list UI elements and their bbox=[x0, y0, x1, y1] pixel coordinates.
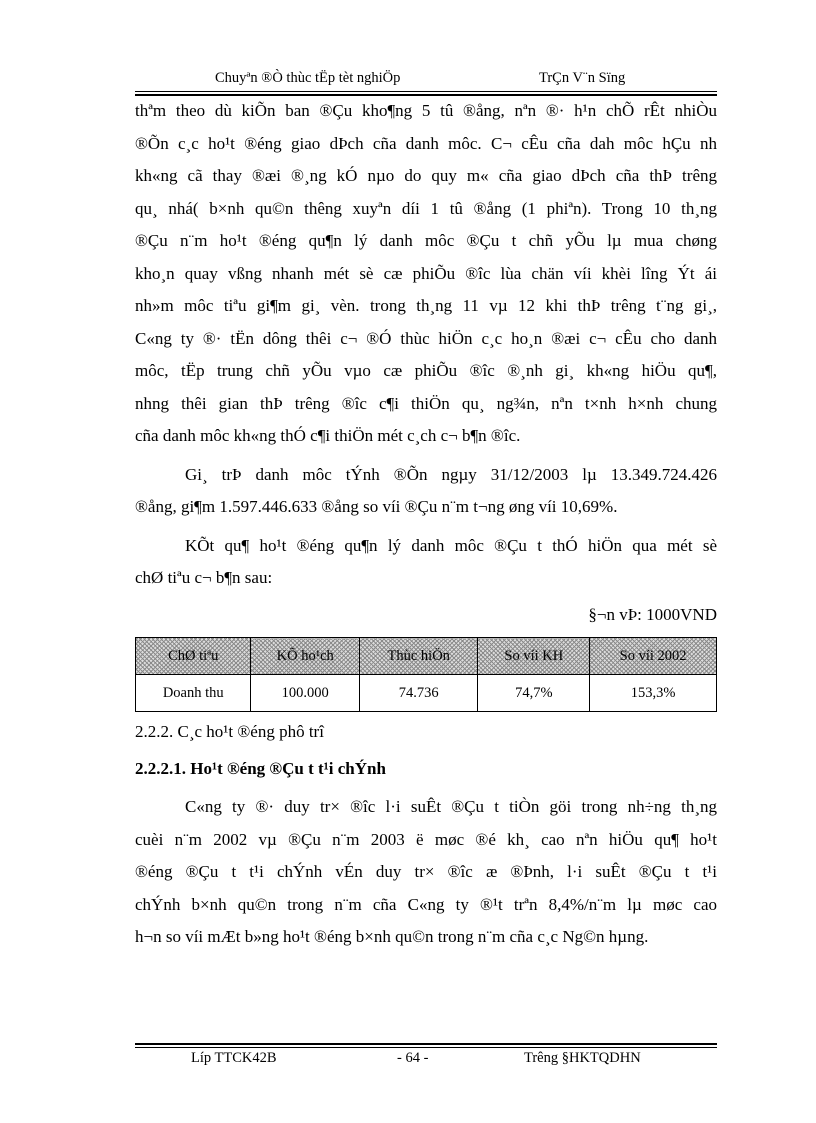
table-cell: 74.736 bbox=[359, 675, 477, 712]
text-line: ®Õn c¸c ho¹t ®éng giao dÞch cña danh môc. C¬ cÊu cña dah môc hÇu nh bbox=[135, 133, 717, 153]
table-cell: 153,3% bbox=[590, 675, 717, 712]
text-line: cña danh môc kh«ng thÓ c¶i thiÖn mét c¸ch c¬ b¶n ®îc. bbox=[135, 426, 521, 445]
text-line: Gi¸ trÞ danh môc tÝnh ®Õn ngµy 31/12/2003 lµ 13.349.724.426 bbox=[185, 464, 717, 484]
text-line: ®ång, gi¶m 1.597.446.633 ®ång so víi ®Çu n¨m t¬ng øng víi 10,69%. bbox=[135, 497, 618, 516]
footer-class: Líp TTCK42B bbox=[191, 1050, 277, 1066]
header-title: Chuyªn ®Ò thùc tËp tèt nghiÖp bbox=[215, 70, 401, 86]
text-line: kho¸n quay vßng nhanh mét sè cæ phiÕu ®îc lùa chän víi khèi lîng Ýt ái bbox=[135, 263, 717, 283]
table-cell: 74,7% bbox=[478, 675, 590, 712]
page-number: - 64 - bbox=[397, 1050, 429, 1066]
text-line: ®éng ®Çu t t¹i chÝnh vÉn duy tr× ®îc æ ®Þnh, l·i suÊt ®Çu t t¹i bbox=[135, 862, 717, 881]
text-line: chØ tiªu c¬ b¶n sau: bbox=[135, 568, 273, 587]
paragraph-results-intro bbox=[135, 530, 717, 595]
paragraph-portfolio-value bbox=[135, 459, 717, 524]
table-cell: 100.000 bbox=[251, 675, 360, 712]
text-line: C«ng ty ®· tËn dông thêi c¬ ®Ó thùc hiÖn c¸c ho¸n ®æi c¬ cÊu cho danh bbox=[135, 328, 717, 348]
text-line: KÕt qu¶ ho¹t ®éng qu¶n lý danh môc ®Çu t thÓ hiÖn qua mét sè bbox=[185, 535, 717, 555]
footer-school: Trêng §HKTQDHN bbox=[524, 1050, 641, 1066]
table-header-cell: ChØ tiªu bbox=[136, 638, 251, 675]
table-header-cell: Thùc hiÖn bbox=[359, 638, 477, 675]
page-footer bbox=[135, 1048, 717, 1070]
text-line: nhng thêi gian thÞ trêng ®îc c¶i thiÖn qu¸ ng¾n, nªn t×nh h×nh chung bbox=[135, 393, 717, 413]
section-heading: 2.2.2. C¸c ho¹t ®éng phô trî bbox=[135, 722, 324, 741]
text-line: chÝnh b×nh qu©n trong n¨m cña C«ng ty ®¹t trªn 8,4%/n¨m lµ møc cao bbox=[135, 894, 717, 914]
text-line: thªm theo dù kiÕn ban ®Çu kho¶ng 5 tû ®ång, nªn ®· h¹n chÕ rÊt nhiÒu bbox=[135, 101, 717, 120]
table-cell: Doanh thu bbox=[136, 675, 251, 712]
text-line: cuèi n¨m 2002 vµ ®Çu n¨m 2003 ë møc ®é kh¸ cao nªn hiÖu qu¶ ho¹t bbox=[135, 829, 717, 849]
table-header-cell: So víi KH bbox=[478, 638, 590, 675]
text-line: h¬n so víi mÆt b»ng ho¹t ®éng b×nh qu©n trong n¨m cña c¸c Ng©n hµng. bbox=[135, 927, 649, 946]
footer-rule-thick bbox=[135, 1043, 717, 1045]
page-body bbox=[135, 95, 717, 954]
unit-label: §¬n vÞ: 1000VND bbox=[588, 604, 717, 624]
page-header bbox=[135, 68, 717, 92]
text-line: qu¸ nhá( b×nh qu©n thêng xuyªn díi 1 tû ®ång (1 phiªn). Trong 10 th¸ng bbox=[135, 198, 717, 218]
paragraph-portfolio-structure bbox=[135, 95, 717, 453]
header-author: TrÇn V¨n Sïng bbox=[539, 70, 626, 86]
text-line: ®Çu n¨m ho¹t ®éng qu¶n lý danh môc ®Çu t chñ yÕu lµ mua chøng bbox=[135, 231, 717, 250]
header-rule bbox=[135, 91, 717, 92]
text-line: kh«ng cã thay ®æi ®¸ng kÓ nµo do quy m« cña giao dÞch cña thÞ trêng bbox=[135, 166, 717, 185]
table-header-cell: So víi 2002 bbox=[590, 638, 717, 675]
text-line: C«ng ty ®· duy tr× ®îc l·i suÊt ®Çu t tiÒn göi trong nh÷ng th¸ng bbox=[185, 797, 717, 816]
subsection-heading: 2.2.2.1. Ho¹t ®éng ®Çu t t¹i chÝnh bbox=[135, 758, 386, 778]
table-header-cell: KÕ ho¹ch bbox=[251, 638, 360, 675]
table-row bbox=[136, 675, 717, 712]
table-header-row bbox=[136, 638, 717, 675]
text-line: môc, tËp trung chñ yÕu vµo cæ phiÕu ®îc ®¸nh gi¸ kh«ng hiÖu qu¶, bbox=[135, 361, 717, 380]
results-table bbox=[135, 637, 717, 712]
paragraph-financial-investment bbox=[135, 791, 717, 954]
text-line: nh»m môc tiªu gi¶m gi¸ vèn. trong th¸ng 11 vµ 12 khi thÞ trêng t¨ng gi¸, bbox=[135, 296, 717, 315]
